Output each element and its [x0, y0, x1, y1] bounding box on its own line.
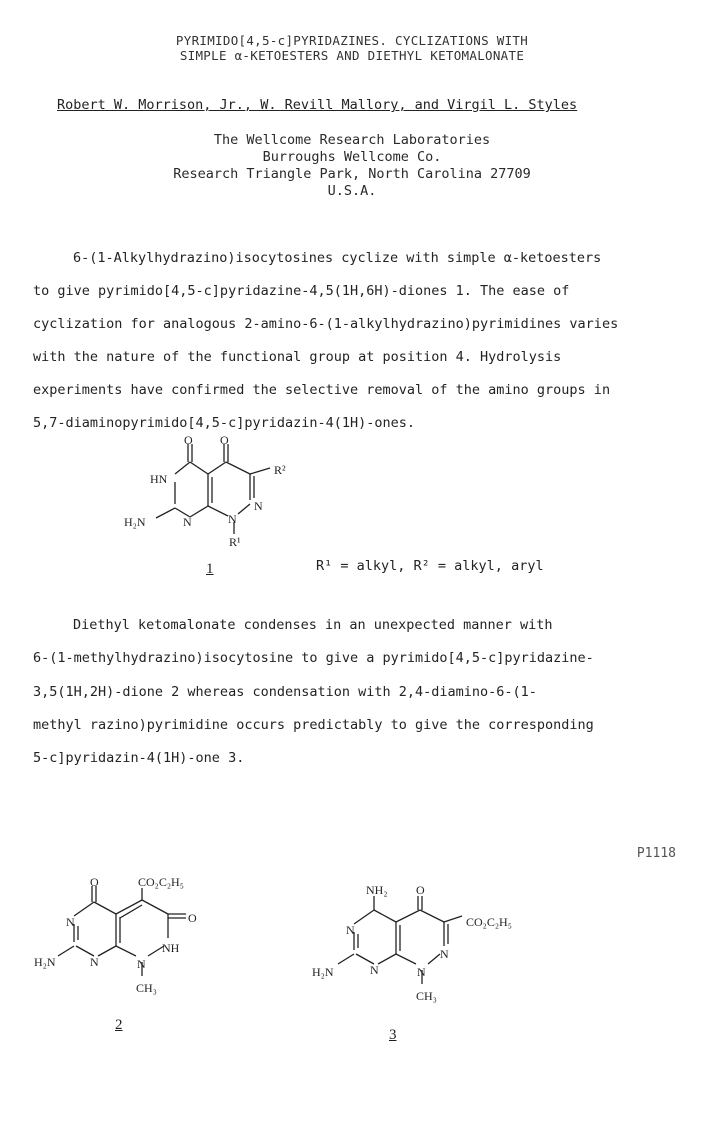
affiliation-line-4: U.S.A.: [327, 183, 377, 199]
atom-label: O: [184, 433, 193, 447]
paragraph-2-line: 6-(1-methylhydrazino)isocytosine to give a pyrimido[4,5-c]pyridazine-: [33, 650, 594, 666]
atom-label: H₂N: [124, 515, 146, 529]
structure-3-number: 3: [389, 1027, 397, 1043]
atom-label: N: [417, 965, 426, 979]
atom-label: N: [346, 923, 355, 937]
structure-2-number: 2: [115, 1017, 123, 1033]
affiliation-line-2: Burroughs Wellcome Co.: [262, 149, 442, 165]
atom-label: O: [90, 875, 99, 889]
paragraph-1-line: experiments have confirmed the selective removal of the amino groups in: [33, 382, 611, 398]
paragraph-1-line: cyclization for analogous 2-amino-6-(1-alkylhydrazino)pyrimidines varies: [33, 316, 619, 332]
atom-label: O: [188, 911, 197, 925]
paragraph-1-line: 6-(1-Alkylhydrazino)isocytosines cyclize with simple α-ketoesters: [73, 250, 602, 266]
paragraph-2-line: Diethyl ketomalonate condenses in an unexpected manner with: [73, 617, 553, 633]
atom-label: N: [137, 957, 146, 971]
atom-label: O: [416, 883, 425, 897]
title-line-1: PYRIMIDO[4,5-c]PYRIDAZINES. CYCLIZATIONS WITH: [175, 33, 529, 48]
atom-label: N: [228, 512, 237, 526]
atom-label: O: [220, 433, 229, 447]
paragraph-1-line: 5,7-diaminopyrimido[4,5-c]pyridazin-4(1H)-ones.: [33, 415, 416, 431]
atom-label: CH₃: [416, 989, 437, 1003]
atom-label: H₂N: [34, 955, 56, 969]
atom-label: NH: [162, 941, 180, 955]
structure-1-diagram: [110, 432, 310, 552]
atom-label: HN: [150, 472, 168, 486]
structure-2-diagram: [30, 872, 230, 1002]
structure-1-number: 1: [206, 561, 214, 577]
title-line-2: SIMPLE α-KETOESTERS AND DIETHYL KETOMALONATE: [179, 48, 525, 63]
atom-label: CO₂C₂H₅: [466, 915, 512, 929]
paragraph-2-line: 3,5(1H,2H)-dione 2 whereas condensation with 2,4-diamino-6-(1-: [33, 684, 537, 700]
structure-1-legend: R¹ = alkyl, R² = alkyl, aryl: [316, 558, 544, 574]
paragraph-1-line: to give pyrimido[4,5-c]pyridazine-4,5(1H,6H)-diones 1. The ease of: [33, 283, 570, 299]
page-number: P1118: [636, 846, 676, 861]
structure-3-diagram: [308, 880, 548, 1010]
atom-label: N: [90, 955, 99, 969]
atom-label: H₂N: [312, 965, 334, 979]
atom-label: N: [66, 915, 75, 929]
atom-label: N: [254, 499, 263, 513]
affiliation-line-3: Research Triangle Park, North Carolina 27709: [173, 166, 531, 182]
authors: Robert W. Morrison, Jr., W. Revill Mallory, and Virgil L. Styles: [57, 97, 578, 113]
atom-label: CH₃: [136, 981, 157, 995]
atom-label: N: [370, 963, 379, 977]
atom-label: CO₂C₂H₅: [138, 875, 184, 889]
atom-label: NH₂: [366, 883, 388, 897]
paragraph-2-line: methyl razino)pyrimidine occurs predictably to give the corresponding: [33, 717, 594, 733]
atom-label: N: [183, 515, 192, 529]
paragraph-2-line: 5-c]pyridazin-4(1H)-one 3.: [33, 750, 245, 766]
atom-label: R¹: [229, 535, 241, 549]
atom-label: N: [440, 947, 449, 961]
paragraph-1-line: with the nature of the functional group at position 4. Hydrolysis: [33, 349, 562, 365]
affiliation-line-1: The Wellcome Research Laboratories: [213, 132, 491, 148]
atom-label: R²: [274, 463, 286, 477]
